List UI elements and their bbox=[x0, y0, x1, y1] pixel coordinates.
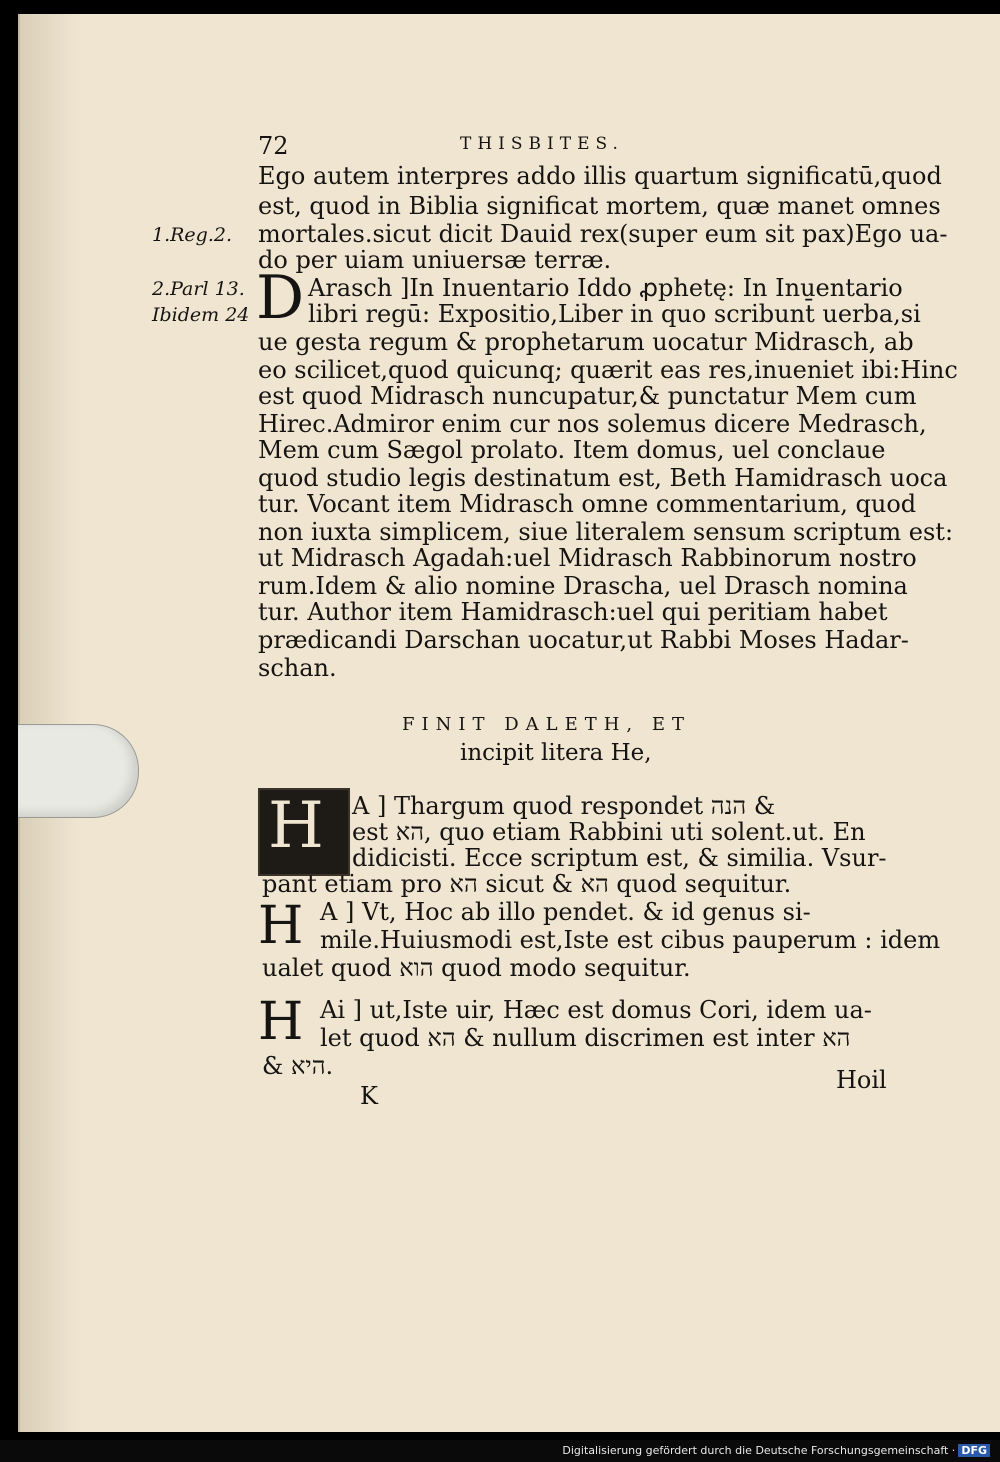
text-line: est הא, quo etiam Rabbini uti solent.ut. En bbox=[352, 818, 866, 846]
text-line: rum.Idem & alio nomine Drascha, uel Drasch nomina bbox=[258, 572, 908, 600]
text-line: Hirec.Admiror enim cur nos solemus dicere Medrasch, bbox=[258, 410, 927, 438]
margin-note: Ibidem 24 bbox=[152, 304, 250, 326]
text-line: tur. Author item Hamidrasch:uel qui peritiam habet bbox=[258, 598, 888, 626]
drop-cap-h: H bbox=[258, 896, 304, 956]
text-line: Ai ] ut,Iste uir, Hæc est domus Cori, idem ua- bbox=[320, 996, 872, 1024]
footer-text: Digitalisierung gefördert durch die Deutsche Forschungsgemeinschaft · bbox=[562, 1444, 956, 1457]
page-number: 72 bbox=[258, 132, 289, 160]
margin-note: 2.Parl 13. bbox=[152, 278, 245, 300]
text-line: eo scilicet,quod quicunq; quærit eas res,inueniet ibi:Hinc bbox=[258, 356, 958, 384]
signature-mark: K bbox=[360, 1082, 378, 1110]
catchword: Hoil bbox=[836, 1066, 887, 1094]
margin-note: 1.Reg.2. bbox=[152, 224, 233, 246]
text-line: Arasch ]In Inuentario Iddo ꝓphetę: In Inuentario bbox=[308, 274, 903, 302]
dfg-logo: DFG bbox=[958, 1444, 990, 1457]
text-line: let quod הא & nullum discrimen est inter הא bbox=[320, 1024, 851, 1052]
text-line: Ego autem interpres addo illis quartum significatū,quod bbox=[258, 162, 942, 190]
text-line: non iuxta simplicem, siue literalem sensum scriptum est: bbox=[258, 518, 954, 546]
drop-cap-d: D bbox=[256, 263, 305, 333]
section-subheading: incipit litera He, bbox=[460, 740, 652, 766]
text-line: prædicandi Darschan uocatur,ut Rabbi Moses Hadar- bbox=[258, 626, 909, 654]
text-line: est, quod in Biblia significat mortem, quæ manet omnes bbox=[258, 192, 941, 220]
text-line: Mem cum Sægol prolato. Item domus, uel conclaue bbox=[258, 436, 886, 464]
text-line: do per uiam uniuersæ terræ. bbox=[258, 246, 612, 274]
text-line: pant etiam pro הא sicut & הא quod sequitur. bbox=[262, 870, 792, 898]
text-line: mile.Huiusmodi est,Iste est cibus pauperum : idem bbox=[320, 926, 941, 954]
text-line: est quod Midrasch nuncupatur,& punctatur Mem cum bbox=[258, 382, 917, 410]
section-heading: FINIT DALETH, ET bbox=[402, 714, 692, 735]
text-line: ue gesta regum & prophetarum uocatur Midrasch, ab bbox=[258, 328, 914, 356]
text-line: didicisti. Ecce scriptum est, & similia. Vsur- bbox=[352, 844, 887, 872]
page-clip bbox=[18, 724, 139, 818]
text-line: schan. bbox=[258, 654, 337, 682]
text-line: ualet quod הוא quod modo sequitur. bbox=[262, 954, 691, 982]
page-gutter-shadow bbox=[18, 14, 78, 1432]
text-line: quod studio legis destinatum est, Beth Hamidrasch uoca bbox=[258, 464, 948, 492]
text-line: & היא. bbox=[262, 1052, 334, 1080]
text-line: ut Midrasch Agadah:uel Midrasch Rabbinorum nostro bbox=[258, 544, 917, 572]
funding-footer bbox=[562, 1444, 990, 1457]
running-title: THISBITES. bbox=[460, 134, 624, 154]
decorated-initial-h: H bbox=[258, 788, 350, 876]
text-line: libri regū: Expositio,Liber in quo scribunt̄ uerba,si bbox=[308, 300, 921, 328]
drop-cap-h: H bbox=[258, 992, 304, 1052]
text-line: mortales.sicut dicit Dauid rex(super eum sit pax)Ego ua- bbox=[258, 220, 948, 248]
text-line: A ] Thargum quod respondet הנה & bbox=[352, 792, 776, 820]
text-line: A ] Vt, Hoc ab illo pendet. & id genus si- bbox=[320, 898, 811, 926]
text-line: tur. Vocant item Midrasch omne commentarium, quod bbox=[258, 490, 917, 518]
